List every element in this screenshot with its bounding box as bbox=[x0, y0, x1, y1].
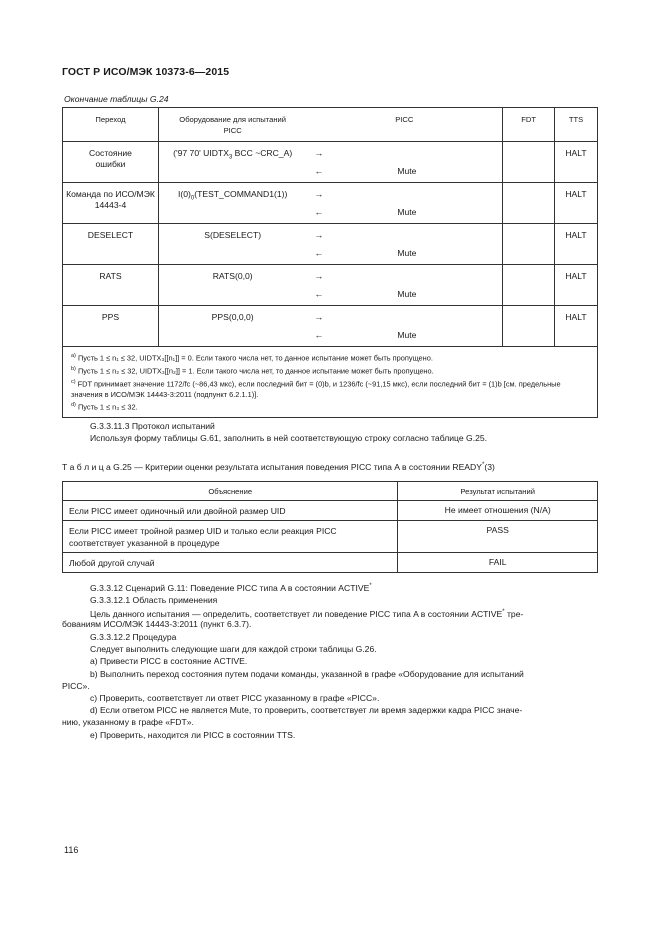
column-header: Объяснение bbox=[63, 482, 398, 501]
explanation-cell: Если PICC имеет тройной размер UID и только если реакция PICC соответствует указанной в процедуре bbox=[63, 521, 398, 553]
result-cell: FAIL bbox=[398, 553, 598, 573]
table-row bbox=[63, 501, 598, 521]
table-row bbox=[63, 553, 598, 573]
picc-cell bbox=[306, 306, 502, 347]
picc-response: Mute bbox=[397, 166, 417, 176]
page-number: 116 bbox=[64, 845, 79, 855]
list-item: b) Выполнить переход состояния путем подачи команды, указанной в графе «Оборудование для испытаний bbox=[90, 669, 524, 679]
list-item: a) Привести PICC в состояние ACTIVE. bbox=[90, 656, 248, 666]
footnote-d: $^{d)}$ Пусть 1 ≤ n₃ ≤ 32. bbox=[71, 402, 138, 412]
list-item: d) Если ответом PICC не является Mute, то проверить, соответствует ли время задержки кадра PICC значе- bbox=[90, 705, 523, 715]
picc-response: Mute bbox=[397, 248, 417, 258]
arrow-right-icon: → bbox=[314, 312, 324, 322]
arrow-right-icon: → bbox=[314, 189, 324, 199]
table-row bbox=[63, 265, 598, 306]
section-heading: G.3.3.12 Сценарий G.11: Поведение PICC типа A в состоянии ACTIVE* bbox=[90, 582, 372, 593]
table-g24-caption: Окончание таблицы G.24 bbox=[64, 94, 169, 104]
arrow-right-icon: → bbox=[314, 271, 324, 281]
column-header: PICC bbox=[306, 108, 502, 142]
picc-cell bbox=[306, 142, 502, 183]
column-header: Результат испытаний bbox=[398, 482, 598, 501]
picc-response: Mute bbox=[397, 289, 417, 299]
table-row bbox=[63, 224, 598, 265]
arrow-left-icon: ← bbox=[314, 207, 324, 217]
transition-cell: RATS bbox=[63, 265, 159, 306]
table-g24 bbox=[62, 107, 598, 418]
transition-cell: Команда по ИСО/МЭК 14443-4 bbox=[63, 183, 159, 224]
table-row bbox=[63, 142, 598, 183]
result-cell: PASS bbox=[398, 521, 598, 553]
equipment-cell: ('97 70' $UIDTX_3$ BCC ~CRC_A) bbox=[158, 142, 306, 183]
arrow-left-icon: ← bbox=[314, 248, 324, 258]
fdt-cell bbox=[503, 265, 555, 306]
tts-cell: HALT bbox=[555, 224, 598, 265]
document-header: ГОСТ Р ИСО/МЭК 10373-6—2015 bbox=[62, 66, 230, 78]
picc-cell bbox=[306, 224, 502, 265]
equipment-cell: RATS(0,0) bbox=[158, 265, 306, 306]
tts-cell: HALT bbox=[555, 142, 598, 183]
paragraph: Цель данного испытания — определить, соответствует ли поведение PICC типа A в состоянии ACTIVE* тре- bbox=[90, 608, 524, 619]
arrow-left-icon: ← bbox=[314, 330, 324, 340]
table-footnotes bbox=[63, 347, 598, 418]
list-item: PICC». bbox=[62, 681, 90, 691]
column-header: Оборудование для испытаний PICC bbox=[158, 108, 306, 142]
table-row bbox=[63, 306, 598, 347]
paragraph: бованиям ИСО/МЭК 14443-3:2011 (пункт 6.3.7). bbox=[62, 619, 252, 629]
arrow-left-icon: ← bbox=[314, 166, 324, 176]
transition-cell: DESELECT bbox=[63, 224, 159, 265]
picc-cell bbox=[306, 183, 502, 224]
footnote-a: $^{a)}$ Пусть 1 ≤ n₁ ≤ 32, UIDTX₃[[n₁]] = 0. Если такого числа нет, то данное испытание может быть пропущено. bbox=[71, 353, 433, 363]
column-header: Переход bbox=[63, 108, 159, 142]
result-cell: Не имеет отношения (N/A) bbox=[398, 501, 598, 521]
transition-cell: PPS bbox=[63, 306, 159, 347]
fdt-cell bbox=[503, 224, 555, 265]
arrow-right-icon: → bbox=[314, 230, 324, 240]
section-heading: G.3.3.12.2 Процедура bbox=[90, 632, 177, 642]
arrow-left-icon: ← bbox=[314, 289, 324, 299]
table-g25 bbox=[62, 481, 598, 573]
equipment-cell: PPS(0,0,0) bbox=[158, 306, 306, 347]
table-row bbox=[63, 183, 598, 224]
column-header: FDT bbox=[503, 108, 555, 142]
fdt-cell bbox=[503, 142, 555, 183]
explanation-cell: Любой другой случай bbox=[63, 553, 398, 573]
equipment-cell: S(DESELECT) bbox=[158, 224, 306, 265]
list-item: нию, указанному в графе «FDT». bbox=[62, 717, 194, 727]
section-heading: G.3.3.11.3 Протокол испытаний bbox=[90, 421, 215, 431]
table-row bbox=[63, 521, 598, 553]
paragraph: Следует выполнить следующие шаги для каждой строки таблицы G.26. bbox=[90, 644, 377, 654]
column-header: TTS bbox=[555, 108, 598, 142]
transition-cell: Состояние ошибки bbox=[63, 142, 159, 183]
picc-response: Mute bbox=[397, 330, 417, 340]
explanation-cell: Если PICC имеет одиночный или двойной размер UID bbox=[63, 501, 398, 521]
footnote-c: $^{c)}$ FDT принимает значение 1172/fc (~86,43 мкс), если последний бит = (0)b, и 1236/fc (~91,15 мкс), если последний бит = (1)b [см. предельные значения в ИСО/МЭК 14443-3:2011 (подпункт 6.2.1.1)]. bbox=[71, 378, 561, 399]
fdt-cell bbox=[503, 306, 555, 347]
table-g25-caption: Т а б л и ц а G.25 — Критерии оценки результата испытания поведения PICC типа A в состоянии READY*(3) bbox=[62, 462, 495, 472]
footnote-b: $^{b)}$ Пусть 1 ≤ n₂ ≤ 32, UIDTX₃[[n₂]] = 1. Если такого числа нет, то данное испытание может быть пропущено. bbox=[71, 365, 434, 376]
tts-cell: HALT bbox=[555, 306, 598, 347]
section-heading: G.3.3.12.1 Область применения bbox=[90, 595, 218, 605]
arrow-right-icon: → bbox=[314, 148, 324, 158]
picc-response: Mute bbox=[397, 207, 417, 217]
tts-cell: HALT bbox=[555, 265, 598, 306]
equipment-cell: $I(0)_0(TEST\_COMMAND1(1))$ bbox=[158, 183, 306, 224]
list-item: e) Проверить, находится ли PICC в состоянии TTS. bbox=[90, 730, 296, 740]
paragraph: Используя форму таблицы G.61, заполнить в ней соответствующую строку согласно таблице G.25. bbox=[90, 433, 488, 443]
tts-cell: HALT bbox=[555, 183, 598, 224]
picc-cell bbox=[306, 265, 502, 306]
fdt-cell bbox=[503, 183, 555, 224]
list-item: c) Проверить, соответствует ли ответ PICC указанному в графе «PICC». bbox=[90, 693, 380, 703]
